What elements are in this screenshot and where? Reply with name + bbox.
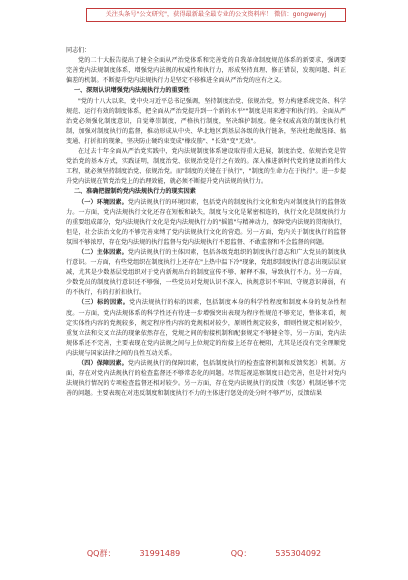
section-1-paragraph-1: "党的十八大以来，党中央习近平总书记强调，坚持制度治党、依规治党，努力构建系统完备、科学规范、运行有效的制度体系，把全面从严治党提升到一个新的水平""制度是用来遵守和执行的。全面从严治党必须强化制度意识，自觉尊崇制度，严格执行制度，坚决维护制度。健全权威高效的制度执行机制，加强对制度执行的监督，推动形成从中央、华北地区到基层各级的执行链条，坚决杜绝做选择、搞变通、打折扣的现象，坚决防止硬约束变成"橡皮筋"、"长效"变"无效"。: [66, 97, 346, 145]
qq-contact: [219, 549, 333, 558]
subject-factor-lead: （二）主体因素。: [78, 248, 128, 256]
qq-group-number: 31991489: [139, 549, 181, 558]
document-body: [66, 40, 346, 399]
section-1-paragraph-2: 在过去十年全面从严治党实践中，党内法规制度体系建设取得重大进展，制度治党、依规治党是管党治党的基本方式，实践证明，制度治党、依规治党是行之有效的。深入推进新时代党的建设新的伟大工程，就必须坚持制度治党、依规治党。而"制度的关键在于执行"，"制度的生命力在于执行"。进一步提升党内法规在管党治党上的治理效能，就必须不断提升党内法规的执行力。: [66, 148, 346, 186]
qq-group-contact: [75, 549, 192, 558]
section-2-paragraph-4: [66, 359, 346, 399]
guarantee-factor-lead: （四）保障因素。: [78, 360, 128, 367]
subject-factor-text: 党内法规执行的主体因素，包括各级党组织的制度执行意志和广大党员的制度执行意识。一方面，有些党组织在制度执行上还存在"上热中温下冷"现象，党组织制度执行意志出现层层衰减，尤其是少数基层党组织对于党内新规出台的制度宣传不够、解释不准，导致执行不力。另一方面，少数党员的制度执行意识还不够强，一些党员对党规认识不深入、执规意识不牢固、守规意识薄弱，有的不执行，有的打折扣执行。: [66, 248, 347, 297]
section-2-paragraph-1: [66, 198, 346, 248]
qq-group-label: QQ群：: [86, 549, 116, 558]
environment-factor-text: 党内法规执行的环境因素，包括党内的制度执行文化和党内对制度执行的监督效力。一方面，党内法规执行文化还存在短板和缺失，制度与文化是紧密相连的，执行文化是制度执行力的重要组成部分，党内法规执行文化是党内法规执行力的"摇篮"与精神动力，保障党内法规的贯彻执行，但是，社会法治文化的不够完善束缚了党内法规执行文化的营造。另一方面，党内关于制度执行的监督氛围不够浓厚，存在党内法规的执行监督与党内法规执行不愿监督、不敢监督和不会监督的问题。: [66, 198, 347, 246]
intro-paragraph: 党的二十大报告提出了健全全面从严治党体系和完善党的自我革命制度规范体系的新要求，强调要完善党内法规制度体系，增强党内法规的权威性和执行力，形成坚持真理、修正错误，发现问题、纠正偏差的机制。不断提升党内法规执行力是坚定不移推进全面从严治党的应有之义。: [66, 57, 346, 85]
environment-factor-lead: （一）环境因素。: [78, 198, 128, 206]
section-2-paragraph-2: [66, 248, 346, 298]
target-factor-lead: （三）标的因素。: [78, 299, 130, 307]
qq-number: 535304092: [275, 549, 322, 558]
guarantee-factor-text: 党内法规执行的保障因素，包括制度执行的检查监督机制和反馈奖惩）机制。方面，存在对党内法规执行的检查监督还不够常态化的问题。尽管巡视巡察制度日趋完善，但是针对党内法规执行情况的专项检查监督还相对较少。另一方面，存在党内法规执行的反馈（奖惩）机制还够不完善的问题。主要表现在对违反制度和制度执行不力的主体进行惩处的处分时不够严厉，反馈结果: [66, 360, 347, 398]
salutation: 同志们：: [66, 47, 91, 55]
promo-banner: [86, 8, 346, 22]
qq-label: QQ：: [230, 549, 252, 558]
section-2-paragraph-3: [66, 298, 346, 359]
contact-footer: [0, 548, 408, 559]
target-factor-text: 党内法规执行的标的因素，包括制度本身的科学性程度和制度本身的复杂性程度。一方面，党内法规体系的科学性还有待进一步增强突出表现为程序性规范不够充足，整体来看，规定实体性内容的党规较多，规定程序性内容的党规相对较少，原则性规定较多，细则性规定相对较少，重复立法和交叉立法的现象依然存在，党规之间的衔接机制和配套规定不够健全等，另一方面，党内法规体系还不完善，主要表现在党内法规之间与上位规定的衔接上还存在梗阻，尤其是还没有完全理顺党内法规与国家法律之间的良性互动关系。: [66, 299, 347, 357]
promo-banner-text: 关注头条号"公文研究"，获得最新最全最专业的公文资料库！ 微信：gongwenyj: [105, 11, 327, 18]
section-2-heading: 二、准确把握制约党内法规执行力的现实因素: [74, 188, 196, 196]
section-1-heading: 一、深刻认识增强党内法规执行力的重要性: [74, 87, 190, 95]
